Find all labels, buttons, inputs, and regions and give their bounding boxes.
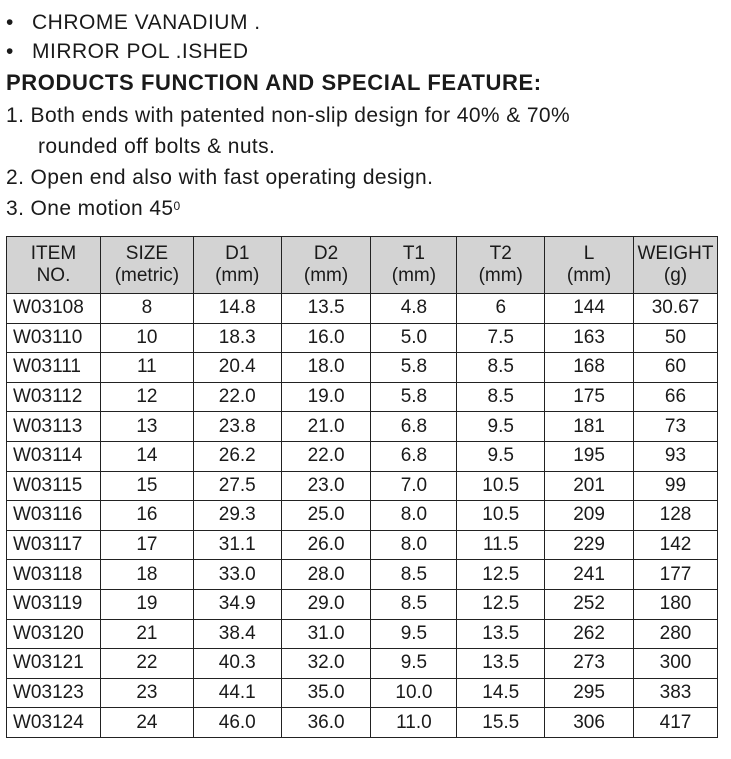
table-cell: 18.3 (193, 323, 281, 353)
column-header-label: T1 (402, 243, 425, 264)
table-cell: 50 (633, 323, 717, 353)
table-cell: 163 (545, 323, 634, 353)
column-header-unit: (mm) (391, 265, 437, 286)
table-cell: 30.67 (633, 294, 717, 324)
degree-superscript: 0 (173, 199, 181, 213)
table-cell: 35.0 (281, 678, 371, 708)
bullet-text: MIRROR POL .ISHED (32, 40, 249, 63)
table-cell: 5.0 (371, 323, 457, 353)
table-cell: 31.1 (193, 530, 281, 560)
table-cell: 7.0 (371, 471, 457, 501)
table-cell: 142 (633, 530, 717, 560)
item-number-cell: W03117 (7, 530, 101, 560)
table-cell: 300 (633, 649, 717, 679)
column-header-label: WEIGHT (637, 243, 714, 264)
table-cell: 175 (545, 382, 634, 412)
table-cell: 13.5 (457, 619, 545, 649)
table-cell: 11.5 (457, 530, 545, 560)
bullet-dot-icon: • (6, 11, 14, 34)
table-cell: 17 (100, 530, 193, 560)
item-number-cell: W03123 (7, 678, 101, 708)
table-row (7, 412, 718, 442)
table-cell: 38.4 (193, 619, 281, 649)
table-row (7, 708, 718, 738)
table-cell: 22.0 (193, 382, 281, 412)
feature-item-1 (6, 100, 570, 162)
item-number-cell: W03115 (7, 471, 101, 501)
table-cell: 14.5 (457, 678, 545, 708)
column-header-unit: (mm) (215, 265, 260, 286)
table-row (7, 471, 718, 501)
spec-table (6, 236, 718, 738)
table-cell: 16.0 (281, 323, 371, 353)
item-number-cell: W03108 (7, 294, 101, 324)
table-cell: 22 (100, 649, 193, 679)
column-header (7, 237, 101, 294)
table-cell: 9.5 (371, 619, 457, 649)
table-cell: 417 (633, 708, 717, 738)
table-cell: 209 (545, 501, 634, 531)
column-header (457, 237, 545, 294)
item-number-cell: W03116 (7, 501, 101, 531)
column-header-unit: (g) (663, 265, 688, 286)
column-header (633, 237, 717, 294)
table-cell: 8.5 (457, 382, 545, 412)
table-cell: 19.0 (281, 382, 371, 412)
table-cell: 168 (545, 353, 634, 383)
item-number-cell: W03114 (7, 441, 101, 471)
column-header-label: L (583, 243, 595, 264)
table-cell: 21.0 (281, 412, 371, 442)
table-row (7, 501, 718, 531)
table-cell: 8.5 (457, 353, 545, 383)
table-row (7, 560, 718, 590)
table-cell: 4.8 (371, 294, 457, 324)
table-cell: 18.0 (281, 353, 371, 383)
table-cell: 60 (633, 353, 717, 383)
table-row (7, 294, 718, 324)
table-cell: 31.0 (281, 619, 371, 649)
column-header-unit: (mm) (303, 265, 349, 286)
item-number-cell: W03110 (7, 323, 101, 353)
feature-item-2 (6, 162, 570, 193)
table-cell: 8 (100, 294, 193, 324)
table-cell: 295 (545, 678, 634, 708)
table-cell: 8.0 (371, 530, 457, 560)
table-cell: 99 (633, 471, 717, 501)
table-cell: 15 (100, 471, 193, 501)
table-cell: 16 (100, 501, 193, 531)
table-cell: 23.0 (281, 471, 371, 501)
feature-text: 1. Both ends with patented non-slip design for 40% & 70% (6, 104, 571, 127)
feature-text-continued: rounded off bolts & nuts. (38, 135, 276, 158)
table-cell: 15.5 (457, 708, 545, 738)
column-header-unit: (mm) (566, 265, 612, 286)
column-header (371, 237, 457, 294)
column-header-label: D1 (225, 243, 250, 264)
item-number-cell: W03121 (7, 649, 101, 679)
table-cell: 10.5 (457, 501, 545, 531)
column-header (100, 237, 193, 294)
table-cell: 229 (545, 530, 634, 560)
table-cell: 23.8 (193, 412, 281, 442)
table-cell: 9.5 (371, 649, 457, 679)
table-cell: 8.5 (371, 589, 457, 619)
table-cell: 93 (633, 441, 717, 471)
table-cell: 383 (633, 678, 717, 708)
table-row (7, 353, 718, 383)
table-cell: 195 (545, 441, 634, 471)
table-cell: 26.0 (281, 530, 371, 560)
table-cell: 280 (633, 619, 717, 649)
table-cell: 22.0 (281, 441, 371, 471)
table-cell: 11.0 (371, 708, 457, 738)
table-cell: 24 (100, 708, 193, 738)
column-header (545, 237, 634, 294)
table-row (7, 382, 718, 412)
table-cell: 14.8 (193, 294, 281, 324)
table-cell: 18 (100, 560, 193, 590)
feature-text: 2. Open end also with fast operating design. (6, 166, 434, 189)
table-cell: 10.0 (371, 678, 457, 708)
bullet-dot-icon: • (6, 40, 14, 63)
table-cell: 28.0 (281, 560, 371, 590)
table-cell: 252 (545, 589, 634, 619)
table-cell: 6 (457, 294, 545, 324)
item-number-cell: W03120 (7, 619, 101, 649)
feature-list (6, 100, 570, 224)
table-cell: 9.5 (457, 441, 545, 471)
table-cell: 11 (100, 353, 193, 383)
column-header-unit: NO. (36, 265, 71, 286)
table-cell: 128 (633, 501, 717, 531)
table-cell: 12 (100, 382, 193, 412)
table-cell: 177 (633, 560, 717, 590)
table-cell: 73 (633, 412, 717, 442)
table-cell: 180 (633, 589, 717, 619)
table-cell: 20.4 (193, 353, 281, 383)
column-header-unit: (mm) (478, 265, 523, 286)
table-cell: 8.5 (371, 560, 457, 590)
table-cell: 26.2 (193, 441, 281, 471)
table-cell: 32.0 (281, 649, 371, 679)
table-cell: 12.5 (457, 589, 545, 619)
column-header-label: T2 (489, 243, 512, 264)
item-number-cell: W03112 (7, 382, 101, 412)
table-cell: 13.5 (457, 649, 545, 679)
table-cell: 29.0 (281, 589, 371, 619)
table-cell: 241 (545, 560, 634, 590)
table-body (7, 294, 718, 738)
table-cell: 10.5 (457, 471, 545, 501)
table-row (7, 589, 718, 619)
table-cell: 262 (545, 619, 634, 649)
column-header-label: D2 (313, 243, 339, 264)
table-cell: 33.0 (193, 560, 281, 590)
table-row (7, 649, 718, 679)
table-cell: 23 (100, 678, 193, 708)
table-cell: 46.0 (193, 708, 281, 738)
table-cell: 13.5 (281, 294, 371, 324)
table-cell: 13 (100, 412, 193, 442)
table-cell: 10 (100, 323, 193, 353)
bullet-text: CHROME VANADIUM . (32, 11, 261, 34)
table-cell: 34.9 (193, 589, 281, 619)
bullet-item-material (6, 8, 261, 37)
column-header (193, 237, 281, 294)
table-cell: 27.5 (193, 471, 281, 501)
column-header-unit: (metric) (114, 265, 180, 286)
table-row (7, 678, 718, 708)
table-header-row (7, 237, 718, 294)
table-cell: 5.8 (371, 382, 457, 412)
bullet-item-finish (6, 37, 261, 66)
table-cell: 44.1 (193, 678, 281, 708)
table-row (7, 323, 718, 353)
table-cell: 201 (545, 471, 634, 501)
table-cell: 6.8 (371, 412, 457, 442)
table-cell: 5.8 (371, 353, 457, 383)
item-number-cell: W03111 (7, 353, 101, 383)
table-cell: 12.5 (457, 560, 545, 590)
column-header (281, 237, 371, 294)
table-cell: 273 (545, 649, 634, 679)
table-cell: 21 (100, 619, 193, 649)
table-cell: 36.0 (281, 708, 371, 738)
item-number-cell: W03124 (7, 708, 101, 738)
item-number-cell: W03118 (7, 560, 101, 590)
table-cell: 66 (633, 382, 717, 412)
table-cell: 8.0 (371, 501, 457, 531)
table-cell: 181 (545, 412, 634, 442)
item-number-cell: W03113 (7, 412, 101, 442)
material-bullets (6, 8, 261, 66)
table-row (7, 530, 718, 560)
item-number-cell: W03119 (7, 589, 101, 619)
column-header-label: SIZE (125, 243, 168, 264)
table-cell: 6.8 (371, 441, 457, 471)
table-cell: 9.5 (457, 412, 545, 442)
table-cell: 7.5 (457, 323, 545, 353)
table-cell: 19 (100, 589, 193, 619)
table-row (7, 619, 718, 649)
table-cell: 14 (100, 441, 193, 471)
table-cell: 29.3 (193, 501, 281, 531)
table-cell: 40.3 (193, 649, 281, 679)
table-cell: 306 (545, 708, 634, 738)
column-header-label: ITEM (30, 243, 77, 264)
feature-item-3 (6, 193, 570, 224)
table-cell: 25.0 (281, 501, 371, 531)
feature-text: 3. One motion 45 (6, 197, 174, 220)
table-row (7, 441, 718, 471)
features-heading: PRODUCTS FUNCTION AND SPECIAL FEATURE: (6, 70, 542, 95)
table-cell: 144 (545, 294, 634, 324)
